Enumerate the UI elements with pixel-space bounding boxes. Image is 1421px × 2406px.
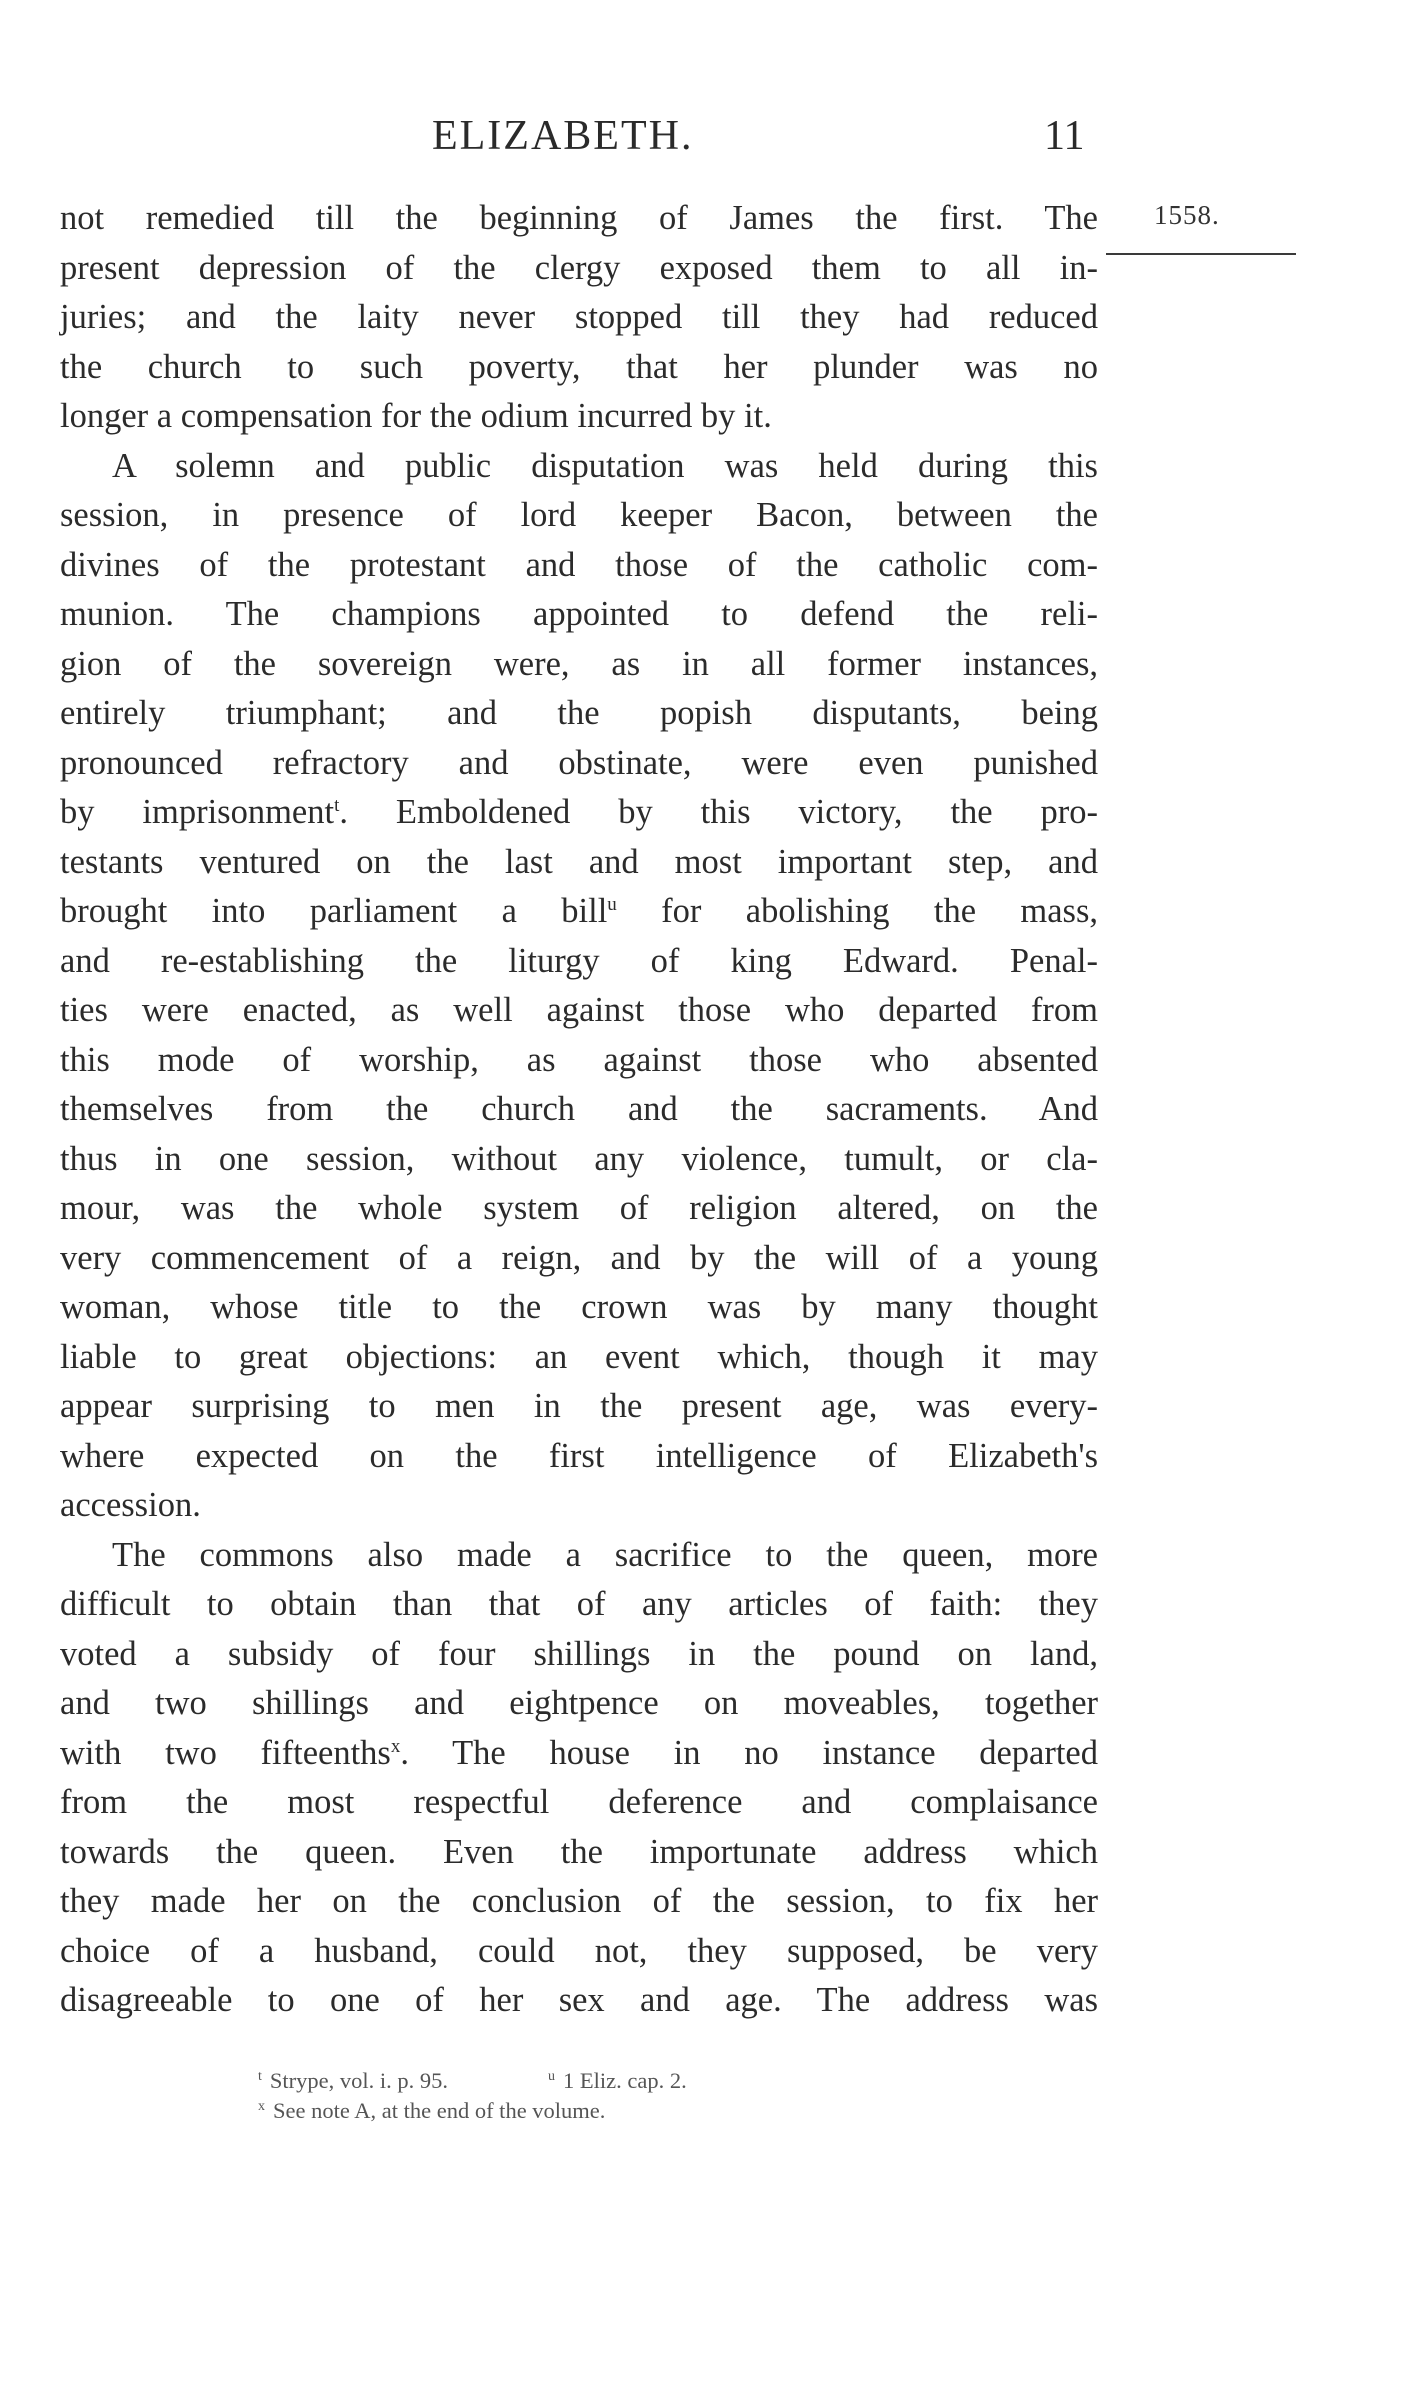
text-line: difficult to obtain than that of any articles of faith: they: [60, 1585, 1098, 1623]
paragraph-2: [60, 442, 1098, 1531]
text-line: liable to great objections: an event which, though it may: [60, 1337, 1098, 1376]
footnote-marker: u: [548, 2069, 556, 2084]
text-line: The commons also made a sacrifice to the queen, more: [112, 1535, 1098, 1574]
text-line: where expected on the first intelligence of Elizabeth's: [60, 1436, 1098, 1475]
margin-year-note: 1558.: [1154, 200, 1220, 230]
text-line: thus in one session, without any violence, tumult, or cla-: [60, 1139, 1098, 1178]
text-segment: with two fifteenths: [60, 1733, 391, 1772]
text-line: and re-establishing the liturgy of king Edward. Penal-: [60, 941, 1098, 980]
text-line: munion. The champions appointed to defend the reli-: [60, 595, 1098, 633]
text-line: longer a compensation for the odium incurred by it.: [60, 397, 772, 435]
footnote-row: [258, 2062, 687, 2092]
text-line: very commencement of a reign, and by the will of a young: [60, 1238, 1098, 1277]
text-line: session, in presence of lord keeper Bacon, between the: [60, 496, 1098, 534]
text-line: ties were enacted, as well against those who departed from: [60, 991, 1098, 1029]
text-segment: by imprisonment: [60, 793, 335, 831]
text-line: not remedied till the beginning of James the first. The: [60, 199, 1098, 237]
text-line: choice of a husband, could not, they supposed, be very: [60, 1931, 1098, 1970]
text-line: divines of the protestant and those of the catholic com-: [60, 545, 1098, 584]
body-text: [60, 194, 1098, 2026]
footnote-text: See note A, at the end of the volume.: [273, 2098, 606, 2123]
text-line: and two shillings and eightpence on moveables, together: [60, 1684, 1098, 1722]
margin-rule: [1106, 253, 1296, 255]
text-line: pronounced refractory and obstinate, were even punished: [60, 743, 1098, 782]
footnote-text: Strype, vol. i. p. 95.: [269, 2068, 449, 2093]
paragraph-3: [60, 1531, 1098, 2026]
text-line: juries; and the laity never stopped till they had reduced: [60, 298, 1098, 336]
running-title: ELIZABETH.: [432, 113, 694, 159]
text-line: this mode of worship, as against those who absented: [60, 1040, 1098, 1079]
text-line: mour, was the whole system of religion altered, on the: [60, 1189, 1098, 1227]
text-line: entirely triumphant; and the popish disputants, being: [60, 694, 1098, 732]
text-line: present depression of the clergy exposed them to all in-: [60, 248, 1098, 287]
footnotes: [258, 2062, 687, 2122]
text-segment: . Emboldened by this victory, the pro-: [339, 793, 1099, 831]
text-line: testants ventured on the last and most important step, and: [60, 842, 1098, 881]
text-line: [60, 1729, 1098, 1779]
text-line: gion of the sovereign were, as in all former instances,: [60, 644, 1098, 683]
footnote-marker: t: [258, 2069, 262, 2084]
page-number: 11: [1044, 113, 1085, 159]
text-line: from the most respectful deference and complaisance: [60, 1783, 1098, 1821]
text-line: towards the queen. Even the importunate address which: [60, 1832, 1098, 1871]
footnote-marker: x: [258, 2099, 265, 2114]
text-line: appear surprising to men in the present age, was every-: [60, 1387, 1098, 1425]
text-line: they made her on the conclusion of the session, to fix her: [60, 1882, 1098, 1920]
footnote-row: [258, 2092, 687, 2122]
text-line: disagreeable to one of her sex and age. The address was: [60, 1981, 1098, 2019]
text-segment: for abolishing the mass,: [616, 892, 1098, 930]
text-line: accession.: [60, 1486, 201, 1524]
footnote-marker-t: t: [334, 795, 340, 816]
text-segment: brought into parliament a bill: [60, 892, 608, 930]
page-header: [0, 112, 1421, 172]
text-line: [60, 788, 1098, 838]
footnote-marker-u: u: [607, 894, 617, 915]
text-line: woman, whose title to the crown was by many thought: [60, 1288, 1098, 1326]
text-line: [60, 887, 1098, 937]
text-line: themselves from the church and the sacraments. And: [60, 1090, 1098, 1128]
paragraph-1: [60, 194, 1098, 442]
text-segment: . The house in no instance departed: [400, 1733, 1098, 1772]
text-line: voted a subsidy of four shillings in the pound on land,: [60, 1634, 1098, 1673]
footnote-marker-x: x: [390, 1735, 401, 1757]
footnote-text: 1 Eliz. cap. 2.: [563, 2068, 687, 2093]
text-line: the church to such poverty, that her plunder was no: [60, 347, 1098, 386]
text-line: A solemn and public disputation was held during this: [112, 446, 1098, 485]
